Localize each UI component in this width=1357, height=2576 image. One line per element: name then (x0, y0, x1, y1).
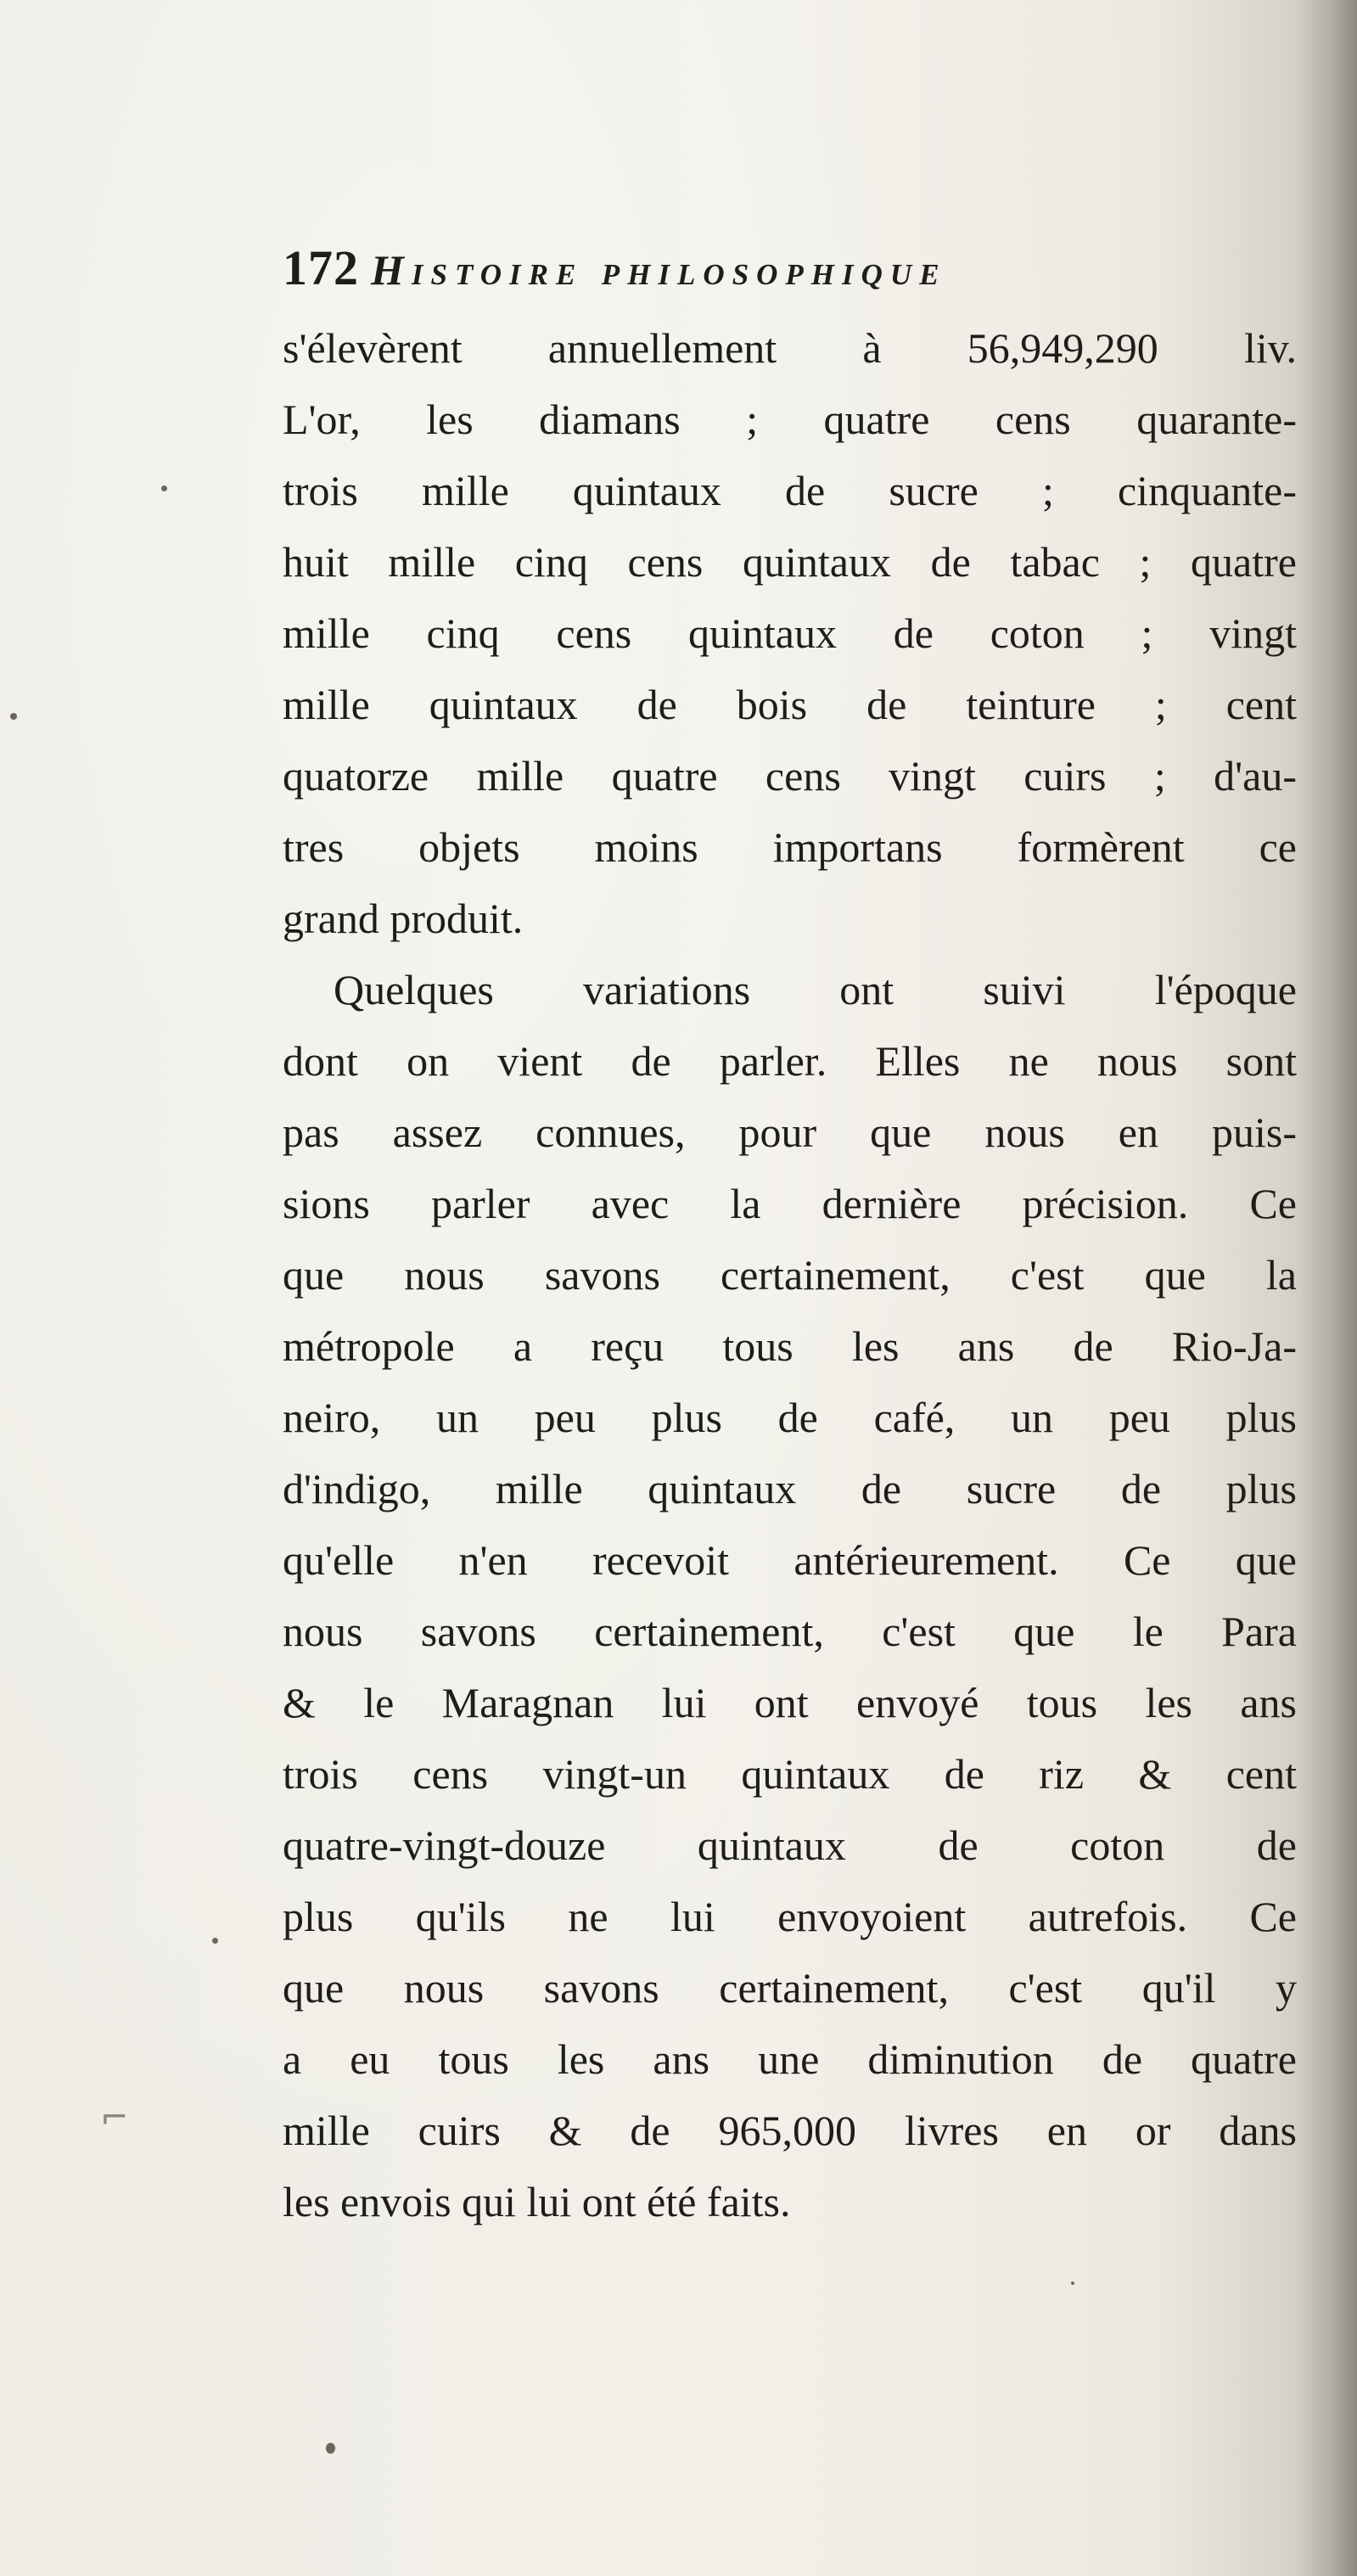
pencil-mark: ⌐ (100, 2098, 129, 2137)
text-line-paragraph-end: les envois qui lui ont été faits. (283, 2178, 791, 2225)
text-line: s'élevèrent annuellement à 56,949,290 liv. (283, 324, 1297, 372)
text-line: que nous savons certainement, c'est qu'il y (283, 1964, 1297, 2012)
text-line: qu'elle n'en recevoit antérieurement. Ce que (283, 1536, 1297, 1584)
text-line: mille cuirs & de 965,000 livres en or dans (283, 2107, 1297, 2154)
text-line: sions parler avec la dernière précision. Ce (283, 1180, 1297, 1227)
text-line: & le Maragnan lui ont envoyé tous les ans (283, 1679, 1297, 1726)
text-line: quatorze mille quatre cens vingt cuirs ; d'au- (283, 752, 1297, 800)
text-line-paragraph-start: Quelques variations ont suivi l'époque (334, 966, 1297, 1013)
paper-speck (326, 2443, 335, 2454)
paper-speck (212, 1938, 218, 1944)
text-line: quatre-vingt-douze quintaux de coton de (283, 1821, 1297, 1869)
text-line: trois mille quintaux de sucre ; cinquante- (283, 467, 1297, 514)
text-line: plus qu'ils ne lui envoyoient autrefois. Ce (283, 1893, 1297, 1940)
running-header (283, 239, 1297, 307)
text-line: que nous savons certainement, c'est que la (283, 1251, 1297, 1299)
paper-speck (10, 713, 17, 720)
text-line-paragraph-end: grand produit. (283, 895, 524, 942)
text-line: tres objets moins importans formèrent ce (283, 823, 1297, 871)
body-text (283, 312, 1297, 2237)
text-line: huit mille cinq cens quintaux de tabac ; quatre (283, 538, 1297, 586)
text-line: métropole a reçu tous les ans de Rio-Ja- (283, 1322, 1297, 1370)
text-line: dont on vient de parler. Elles ne nous sont (283, 1037, 1297, 1085)
text-line: neiro, un peu plus de café, un peu plus (283, 1394, 1297, 1441)
binding-shadow (1298, 0, 1357, 2576)
text-line: nous savons certainement, c'est que le Para (283, 1608, 1297, 1655)
text-line: trois cens vingt-un quintaux de riz & cent (283, 1750, 1297, 1798)
text-line: L'or, les diamans ; quatre cens quarante- (283, 396, 1297, 443)
text-line: mille cinq cens quintaux de coton ; vingt (283, 609, 1297, 657)
paper-speck (161, 485, 167, 491)
running-title: Histoire philosophique (371, 246, 947, 294)
paper-speck (1071, 2281, 1074, 2285)
page-number: 172 (283, 240, 359, 295)
text-line: d'indigo, mille quintaux de sucre de plus (283, 1465, 1297, 1512)
text-line: mille quintaux de bois de teinture ; cent (283, 681, 1297, 728)
text-line: pas assez connues, pour que nous en puis- (283, 1108, 1297, 1156)
text-line: a eu tous les ans une diminution de quatre (283, 2035, 1297, 2083)
